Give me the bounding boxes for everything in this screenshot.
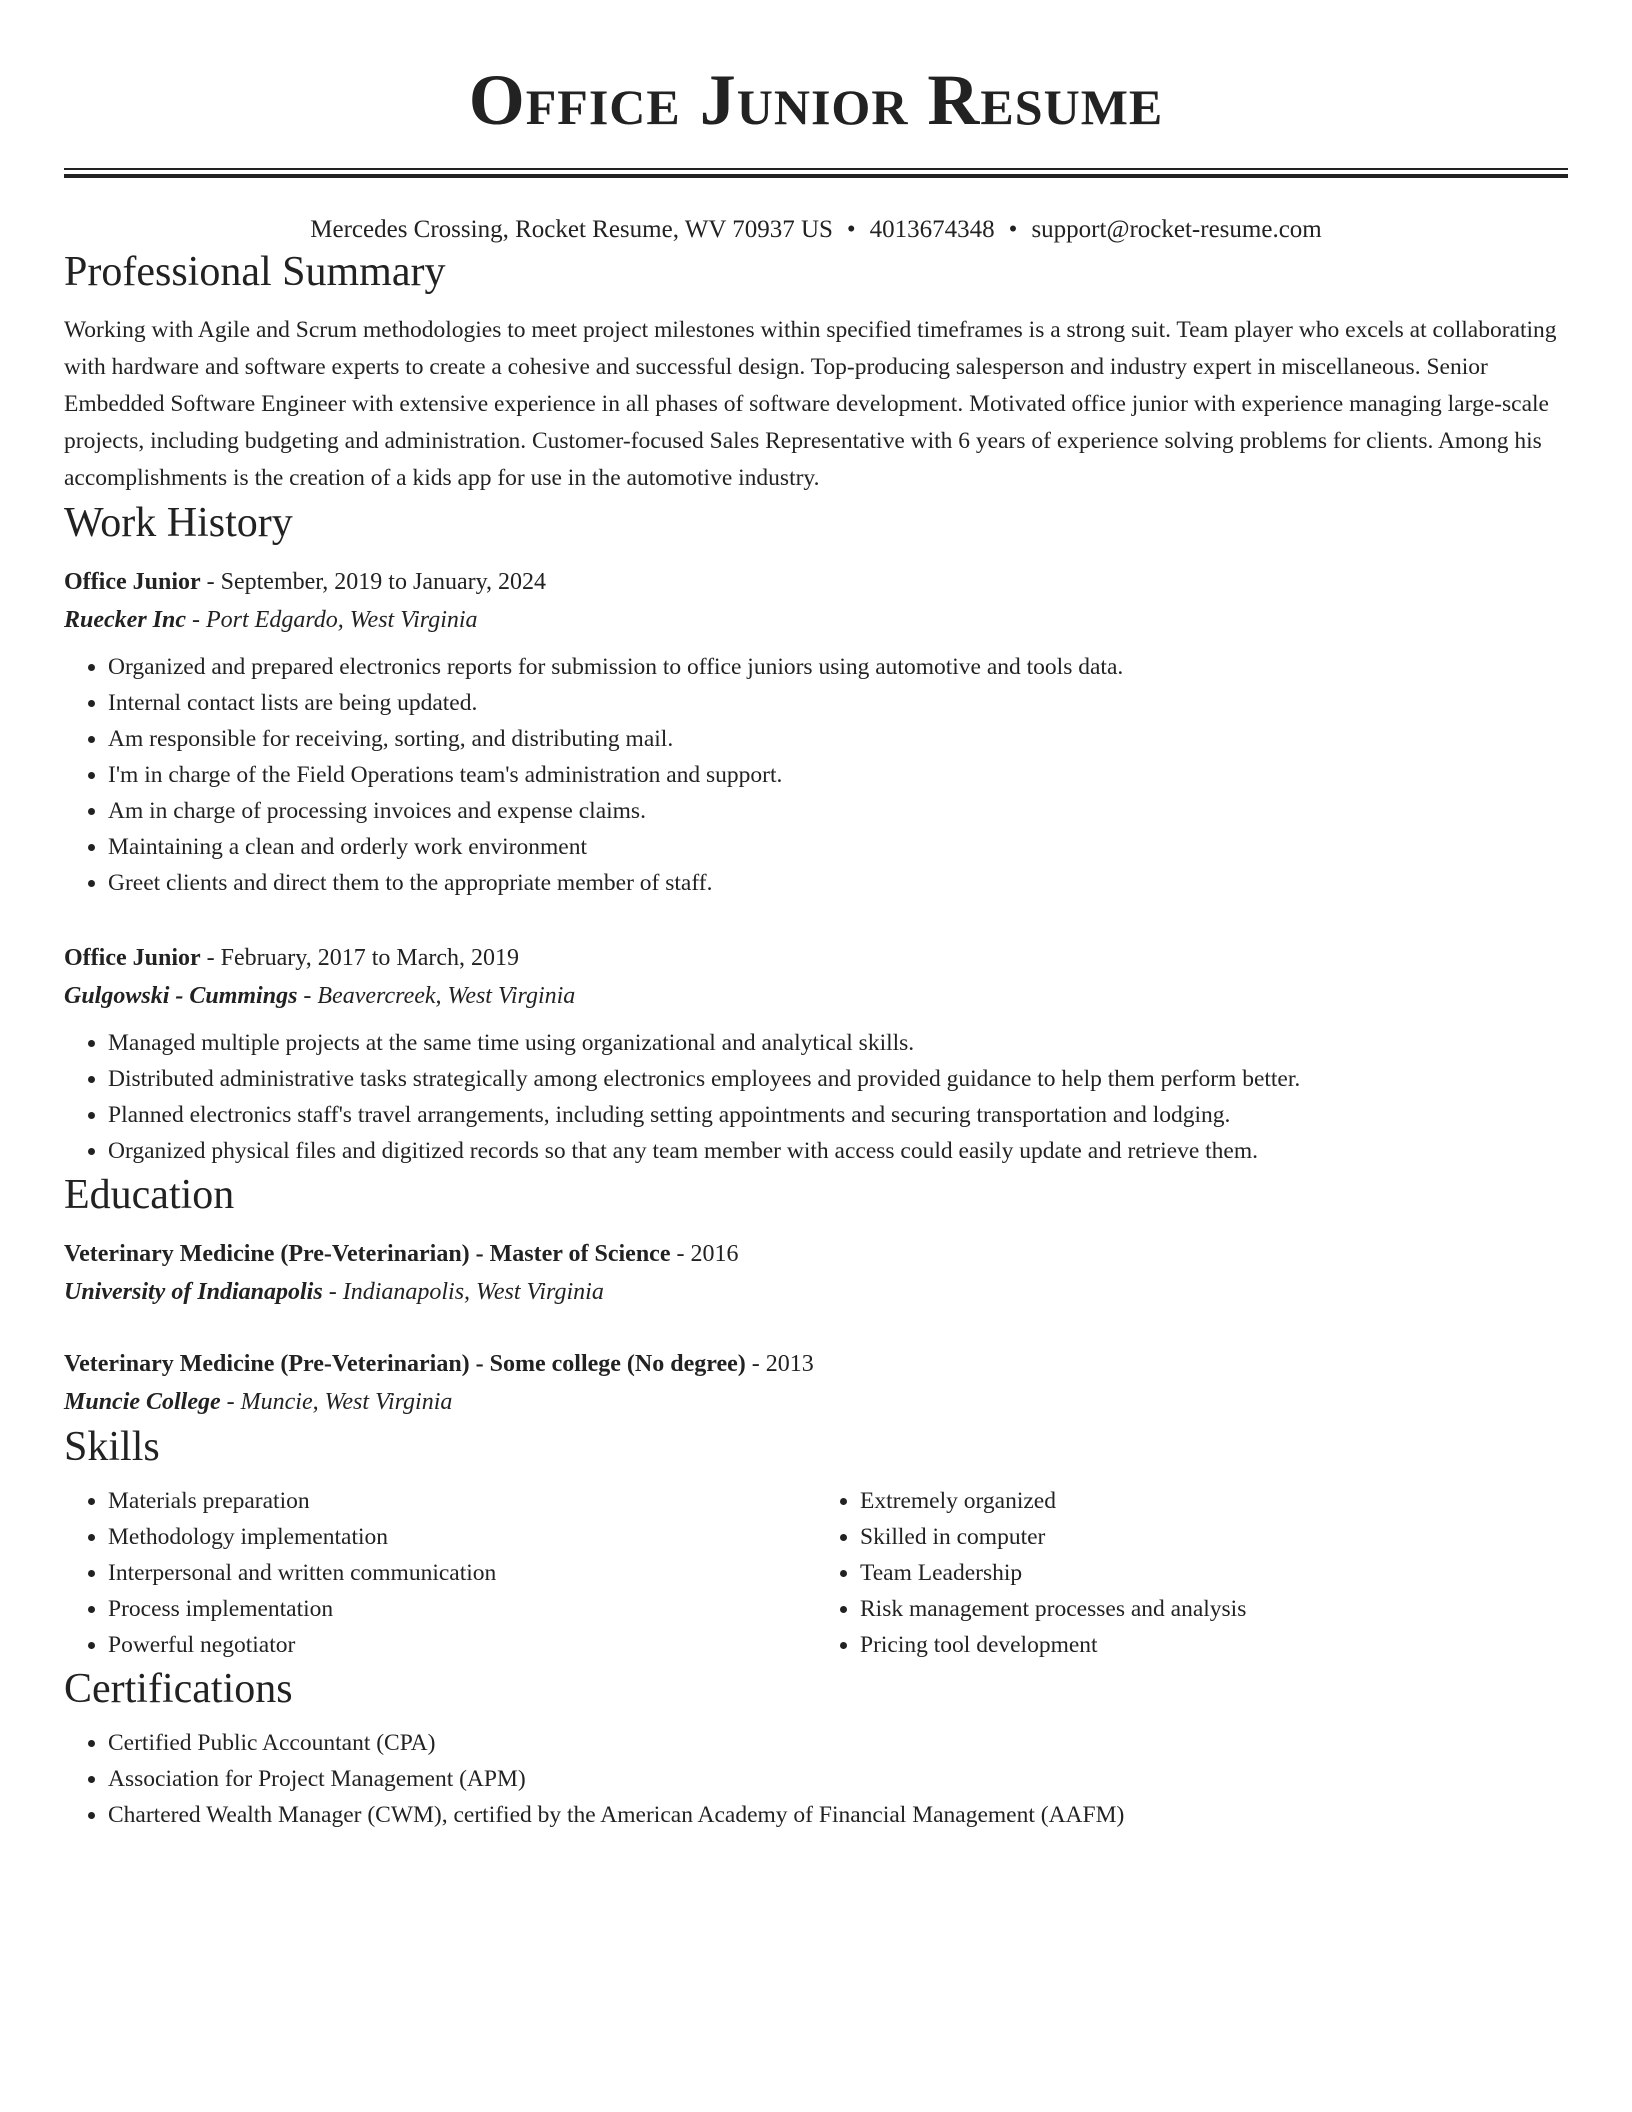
contact-separator: • bbox=[1008, 216, 1018, 243]
skill-item: • Team Leadership bbox=[860, 1555, 1568, 1591]
education-institution bbox=[64, 1273, 1568, 1311]
job-location: - Beavercreek, West Virginia bbox=[297, 983, 576, 1009]
list-item: • Maintaining a clean and orderly work environment bbox=[108, 829, 1568, 865]
list-item: • Greet clients and direct them to the appropriate member of staff. bbox=[108, 865, 1568, 901]
education-header bbox=[64, 1235, 1568, 1273]
skill-item: • Process implementation bbox=[108, 1591, 816, 1627]
list-item: • Organized and prepared electronics reports for submission to office juniors using automotive and tools data. bbox=[108, 649, 1568, 685]
education-degree: Veterinary Medicine (Pre-Veterinarian) - Some college (No degree) bbox=[64, 1351, 746, 1377]
job-bullet-list bbox=[64, 1025, 1568, 1169]
job-header bbox=[64, 563, 1568, 601]
certification-item: • Chartered Wealth Manager (CWM), certified by the American Academy of Financial Management (AAFM) bbox=[108, 1797, 1568, 1833]
list-item: • Managed multiple projects at the same time using organizational and analytical skills. bbox=[108, 1025, 1568, 1061]
skill-item: • Extremely organized bbox=[860, 1483, 1568, 1519]
job-company: Gulgowski - Cummings bbox=[64, 983, 298, 1009]
list-item: • Am responsible for receiving, sorting, and distributing mail. bbox=[108, 721, 1568, 757]
contact-email: support@rocket-resume.com bbox=[1031, 216, 1322, 243]
skills-heading: Skills bbox=[64, 1424, 160, 1470]
skill-item: • Interpersonal and written communication bbox=[108, 1555, 816, 1591]
skill-item: • Powerful negotiator bbox=[108, 1627, 816, 1663]
list-item: • Internal contact lists are being updated. bbox=[108, 685, 1568, 721]
education-year: - 2013 bbox=[745, 1351, 814, 1377]
job-entry bbox=[64, 563, 1568, 901]
job-employer bbox=[64, 977, 1568, 1015]
job-entry bbox=[64, 939, 1568, 1169]
skill-item: • Materials preparation bbox=[108, 1483, 816, 1519]
contact-phone: 4013674348 bbox=[869, 216, 995, 243]
contact-line bbox=[64, 214, 1568, 246]
skill-item: • Skilled in computer bbox=[860, 1519, 1568, 1555]
skill-item: • Risk management processes and analysis bbox=[860, 1591, 1568, 1627]
summary-heading: Professional Summary bbox=[64, 249, 446, 295]
job-employer bbox=[64, 601, 1568, 639]
list-item: • Distributed administrative tasks strategically among electronics employees and provided guidance to help them perform better. bbox=[108, 1061, 1568, 1097]
contact-separator: • bbox=[846, 216, 856, 243]
page-title: Office Junior Resume bbox=[468, 60, 1164, 140]
education-location: - Muncie, West Virginia bbox=[220, 1389, 453, 1415]
education-year: - 2016 bbox=[670, 1241, 739, 1267]
title-divider bbox=[64, 168, 1568, 178]
skills-grid bbox=[64, 1483, 1568, 1663]
education-heading: Education bbox=[64, 1172, 235, 1218]
list-item: • Am in charge of processing invoices and expense claims. bbox=[108, 793, 1568, 829]
skill-item: • Methodology implementation bbox=[108, 1519, 816, 1555]
contact-address: Mercedes Crossing, Rocket Resume, WV 70937 US bbox=[310, 216, 833, 243]
skills-column-left bbox=[64, 1483, 816, 1663]
education-institution bbox=[64, 1383, 1568, 1421]
job-dates: - September, 2019 to January, 2024 bbox=[200, 569, 547, 595]
education-header bbox=[64, 1345, 1568, 1383]
education-entry bbox=[64, 1235, 1568, 1311]
education-school: University of Indianapolis bbox=[64, 1279, 323, 1305]
certification-item: • Certified Public Accountant (CPA) bbox=[108, 1725, 1568, 1761]
education-entry bbox=[64, 1345, 1568, 1421]
job-company: Ruecker Inc bbox=[64, 607, 186, 633]
education-school: Muncie College bbox=[64, 1389, 221, 1415]
job-location: - Port Edgardo, West Virginia bbox=[186, 607, 478, 633]
list-item: • Planned electronics staff's travel arrangements, including setting appointments and securing transportation and lodging. bbox=[108, 1097, 1568, 1133]
summary-text: Working with Agile and Scrum methodologies to meet project milestones within specified timeframes is a strong suit. Team player who excels at collaborating with hardware and software experts to create a cohesive and successful design. Top-producing salesperson and industry expert in miscellaneous. Senior Embedded Software Engineer with extensive experience in all phases of software development. Motivated office junior with experience managing large-scale projects, including budgeting and administration. Customer-focused Sales Representative with 6 years of experience solving problems for clients. Among his accomplishments is the creation of a kids app for use in the automotive industry. bbox=[64, 317, 1557, 491]
skill-item: • Pricing tool development bbox=[860, 1627, 1568, 1663]
job-title: Office Junior bbox=[64, 945, 201, 971]
education-degree: Veterinary Medicine (Pre-Veterinarian) - Master of Science bbox=[64, 1241, 671, 1267]
skills-column-right bbox=[816, 1483, 1568, 1663]
job-header bbox=[64, 939, 1568, 977]
certifications-list bbox=[64, 1725, 1568, 1833]
work-history-heading: Work History bbox=[64, 500, 293, 546]
list-item: • Organized physical files and digitized records so that any team member with access could easily update and retrieve them. bbox=[108, 1133, 1568, 1169]
education-location: - Indianapolis, West Virginia bbox=[322, 1279, 604, 1305]
job-bullet-list bbox=[64, 649, 1568, 901]
certifications-heading: Certifications bbox=[64, 1666, 293, 1712]
job-title: Office Junior bbox=[64, 569, 201, 595]
job-dates: - February, 2017 to March, 2019 bbox=[200, 945, 520, 971]
certification-item: • Association for Project Management (APM) bbox=[108, 1761, 1568, 1797]
list-item: • I'm in charge of the Field Operations team's administration and support. bbox=[108, 757, 1568, 793]
